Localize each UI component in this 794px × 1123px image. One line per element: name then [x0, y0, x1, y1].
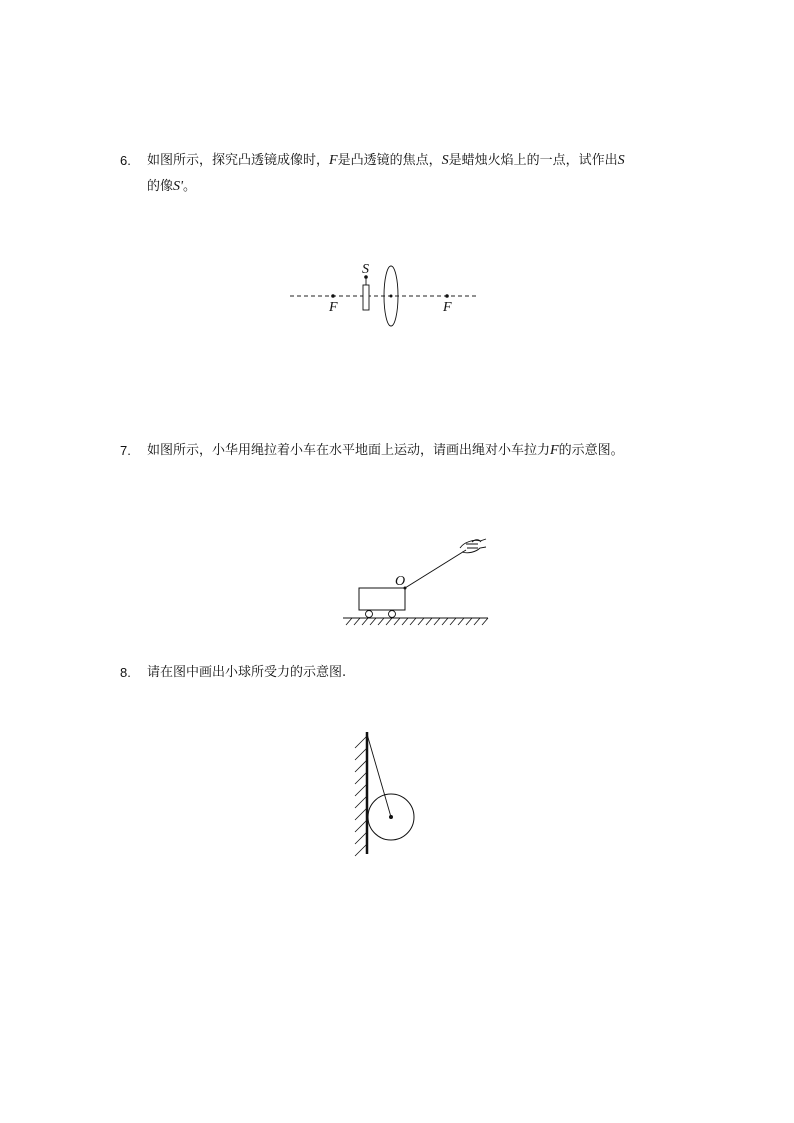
focal-point-left: [331, 294, 335, 298]
hand-icon: [460, 539, 486, 553]
ground-hatching: [346, 618, 488, 625]
question-number: 8.: [120, 665, 131, 680]
question-text: [147, 438, 624, 464]
ball-wall-diagram: [348, 730, 423, 860]
question-text-part: 的像: [147, 179, 174, 194]
label-F-left: F: [329, 300, 338, 315]
question-text-part: 。: [183, 179, 197, 194]
variable-S-prime: S': [173, 179, 184, 194]
variable-S: S: [617, 153, 625, 168]
question-7: [120, 438, 700, 464]
question-text: [147, 660, 346, 686]
lens-diagram: [285, 255, 485, 330]
variable-S: S: [441, 153, 449, 168]
question-text-part: 是蜡烛火焰上的一点，试作出: [448, 153, 618, 168]
variable-F: F: [329, 153, 338, 168]
question-text-part: 如图所示，探究凸透镜成像时，: [147, 153, 330, 168]
optical-center: [390, 295, 393, 298]
wall-hatching: [355, 736, 367, 856]
question-number: 6.: [120, 153, 131, 168]
question-text-part: 的示意图。: [558, 443, 624, 458]
rope: [405, 550, 466, 588]
cart-wheel-right: [389, 611, 396, 618]
question-number: 7.: [120, 443, 131, 458]
candle: [363, 285, 369, 310]
ball-center: [389, 815, 393, 819]
string: [367, 734, 391, 817]
label-O: O: [395, 574, 406, 589]
question-text-part: 请在图中画出小球所受力的示意图.: [147, 665, 347, 680]
focal-point-right: [445, 294, 449, 298]
question-8: [120, 660, 520, 686]
cart-diagram: [338, 530, 498, 630]
question-6: [120, 148, 680, 200]
label-S: S: [362, 262, 369, 277]
question-text-part: 是凸透镜的焦点，: [337, 153, 442, 168]
label-F-right: F: [443, 300, 452, 315]
variable-F: F: [550, 443, 559, 458]
question-text-part: 如图所示，小华用绳拉着小车在水平地面上运动，请画出绳对小车拉力: [147, 443, 551, 458]
cart-wheel-left: [366, 611, 373, 618]
question-text: [147, 148, 625, 200]
cart-body: [359, 588, 405, 610]
